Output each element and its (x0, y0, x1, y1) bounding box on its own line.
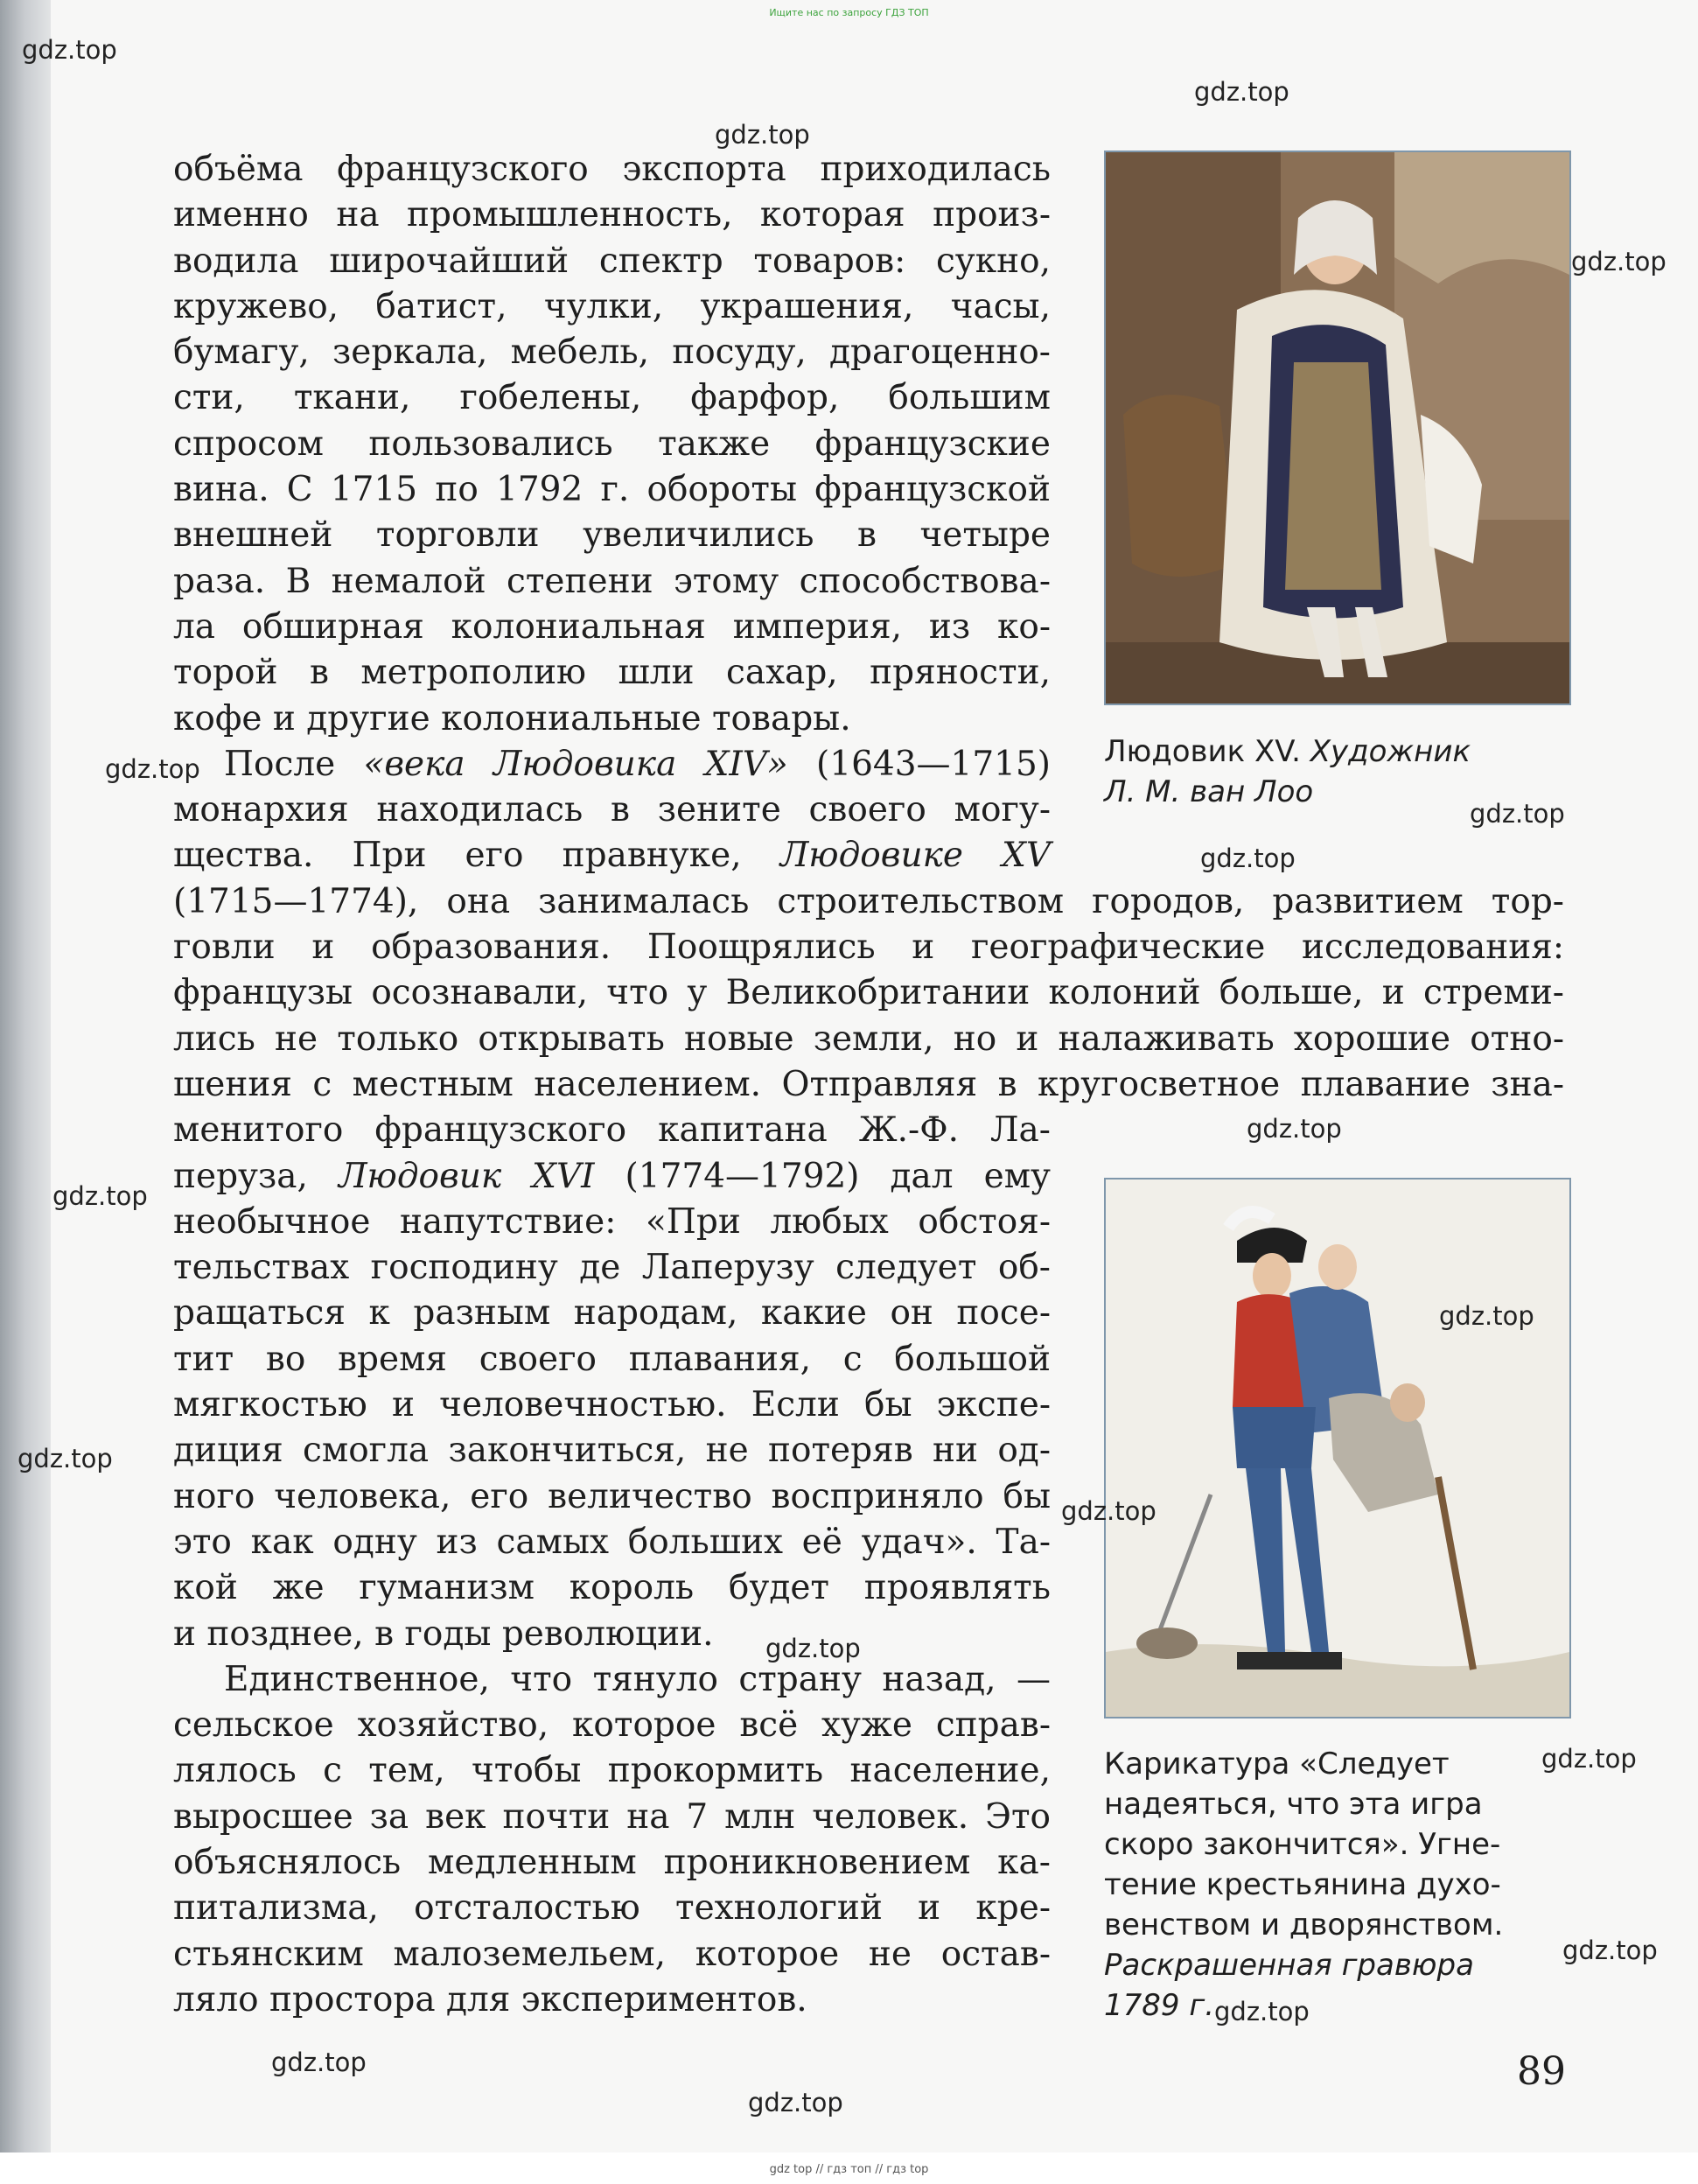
page-number: 89 (1517, 2049, 1566, 2094)
watermark: gdz.top (1061, 1496, 1156, 1526)
watermark: gdz.top (1200, 844, 1296, 873)
text-line: кружево, батист, чулки, украшения, часы, (173, 286, 1051, 326)
text-line: шения с местным населением. Отправляя в кругосветное плавание зна- (173, 1064, 1564, 1104)
text-line: сельское хозяйство, которое всё хуже справ- (173, 1705, 1051, 1746)
italic-term: Людовик XVI (338, 1156, 595, 1196)
text-line: сти, ткани, гобелены, фарфор, большим (173, 378, 1051, 418)
watermark: gdz.top (1562, 1936, 1658, 1965)
text-line: менитого французского капитана Ж.-Ф. Ла- (173, 1110, 1051, 1151)
text-line: мягкостью и человечностью. Если бы экспе- (173, 1385, 1051, 1425)
text-line: лялось с тем, чтобы прокормить население, (173, 1751, 1051, 1791)
text-line: щества. При его правнуке, Людовике XV (173, 836, 1051, 876)
text-line: тельствах господину де Лаперузу следует об- (173, 1248, 1051, 1288)
text-line: Единственное, что тянуло страну назад, — (224, 1659, 1051, 1699)
text-line: и позднее, в годы революции. (173, 1614, 714, 1654)
text-line: диция смогла закончиться, не потеряв ни од- (173, 1431, 1051, 1471)
text-line: торой в метрополию шли сахар, пряности, (173, 653, 1051, 693)
watermark: gdz.top (52, 1181, 148, 1211)
text-line: монархия находилась в зените своего могу- (173, 790, 1051, 830)
text-line: это как одну из самых больших её удач». Та- (173, 1522, 1051, 1562)
text-line: ного человека, его величество восприняло бы (173, 1476, 1051, 1516)
watermark: gdz.top (715, 120, 810, 150)
watermark: gdz.top (271, 2048, 367, 2077)
text-line: именно на промышленность, которая произ- (173, 195, 1051, 235)
text-line: бумагу, зеркала, мебель, посуду, драгоценно- (173, 332, 1051, 373)
watermark: gdz.top (1470, 799, 1565, 829)
text-line: питализма, отсталостью технологий и кре- (173, 1888, 1051, 1928)
text-line: перуза, Людовик XVI (1774—1792) дал ему (173, 1156, 1051, 1196)
portrait-illustration (1106, 152, 1569, 704)
text-line: выросшее за век почти на 7 млн человек. Это (173, 1796, 1051, 1837)
text-line: (1715—1774), она занималась строительством городов, развитием тор- (173, 881, 1564, 921)
bottom-banner: gdz top // гдз топ // гдз top (769, 2163, 929, 2176)
text-line: говли и образования. Поощрялись и географические исследования: (173, 928, 1564, 968)
caricature-engraving (1104, 1178, 1571, 1718)
text-line: ла обширная колониальная империя, из ко- (173, 606, 1051, 647)
text-line: кой же гуманизм король будет проявлять (173, 1568, 1051, 1608)
italic-term: «века Людовика XIV» (363, 744, 788, 784)
watermark: gdz.top (17, 1444, 113, 1474)
watermark: gdz.top (748, 2088, 843, 2118)
text-line: ляло простора для экспериментов. (173, 1979, 807, 2020)
louis-xv-portrait (1104, 150, 1571, 705)
text-line: объяснялось медленным проникновением ка- (173, 1842, 1051, 1882)
watermark: gdz.top (1214, 1997, 1310, 2026)
text-line: раза. В немалой степени этому способствова- (173, 561, 1051, 601)
text-line: После «века Людовика XIV» (1643—1715) (224, 744, 1051, 784)
italic-term: Людовике XV (779, 836, 1051, 876)
text-line: ращаться к разным народам, какие он посе- (173, 1293, 1051, 1334)
watermark: gdz.top (765, 1634, 861, 1663)
watermark: gdz.top (1194, 77, 1289, 107)
watermark: gdz.top (1439, 1301, 1534, 1331)
text-line: вина. С 1715 по 1792 г. обороты французской (173, 470, 1051, 510)
watermark: gdz.top (105, 754, 200, 784)
text-line: французы осознавали, что у Великобритании колоний больше, и стреми- (173, 973, 1564, 1013)
text-line: необычное напутствие: «При любых обстоя- (173, 1201, 1051, 1242)
watermark: gdz.top (1247, 1114, 1342, 1144)
portrait-caption: Людовик XV. Художник Л. М. ван Лоо (1104, 734, 1471, 809)
text-line: внешней торговли увеличились в четыре (173, 515, 1051, 556)
text-line: лись не только открывать новые земли, но и налаживать хорошие отно- (173, 1018, 1564, 1059)
text-line: спросом пользовались также французские (173, 424, 1051, 464)
text-line: водила широчайший спектр товаров: сукно, (173, 241, 1051, 281)
watermark: gdz.top (22, 35, 117, 65)
caricature-caption: Карикатура «Следует надеяться, что эта игра скоро закончится». Угне- тение крестьянина духо- венством и дворянством. Раскрашенная гравюра 1789 г. (1104, 1746, 1504, 2023)
text-line: объёма французского экспорта приходилась (173, 150, 1051, 189)
caricature-illustration (1106, 1180, 1569, 1717)
text-line: стьянским малоземельем, которое не остав- (173, 1934, 1051, 1974)
top-banner: Ищите нас по запросу ГДЗ ТОП (769, 7, 929, 18)
text-line: тит во время своего плавания, с большой (173, 1339, 1051, 1379)
text-line: кофе и другие колониальные товары. (173, 698, 851, 738)
watermark: gdz.top (1571, 247, 1667, 276)
watermark: gdz.top (1541, 1744, 1637, 1774)
